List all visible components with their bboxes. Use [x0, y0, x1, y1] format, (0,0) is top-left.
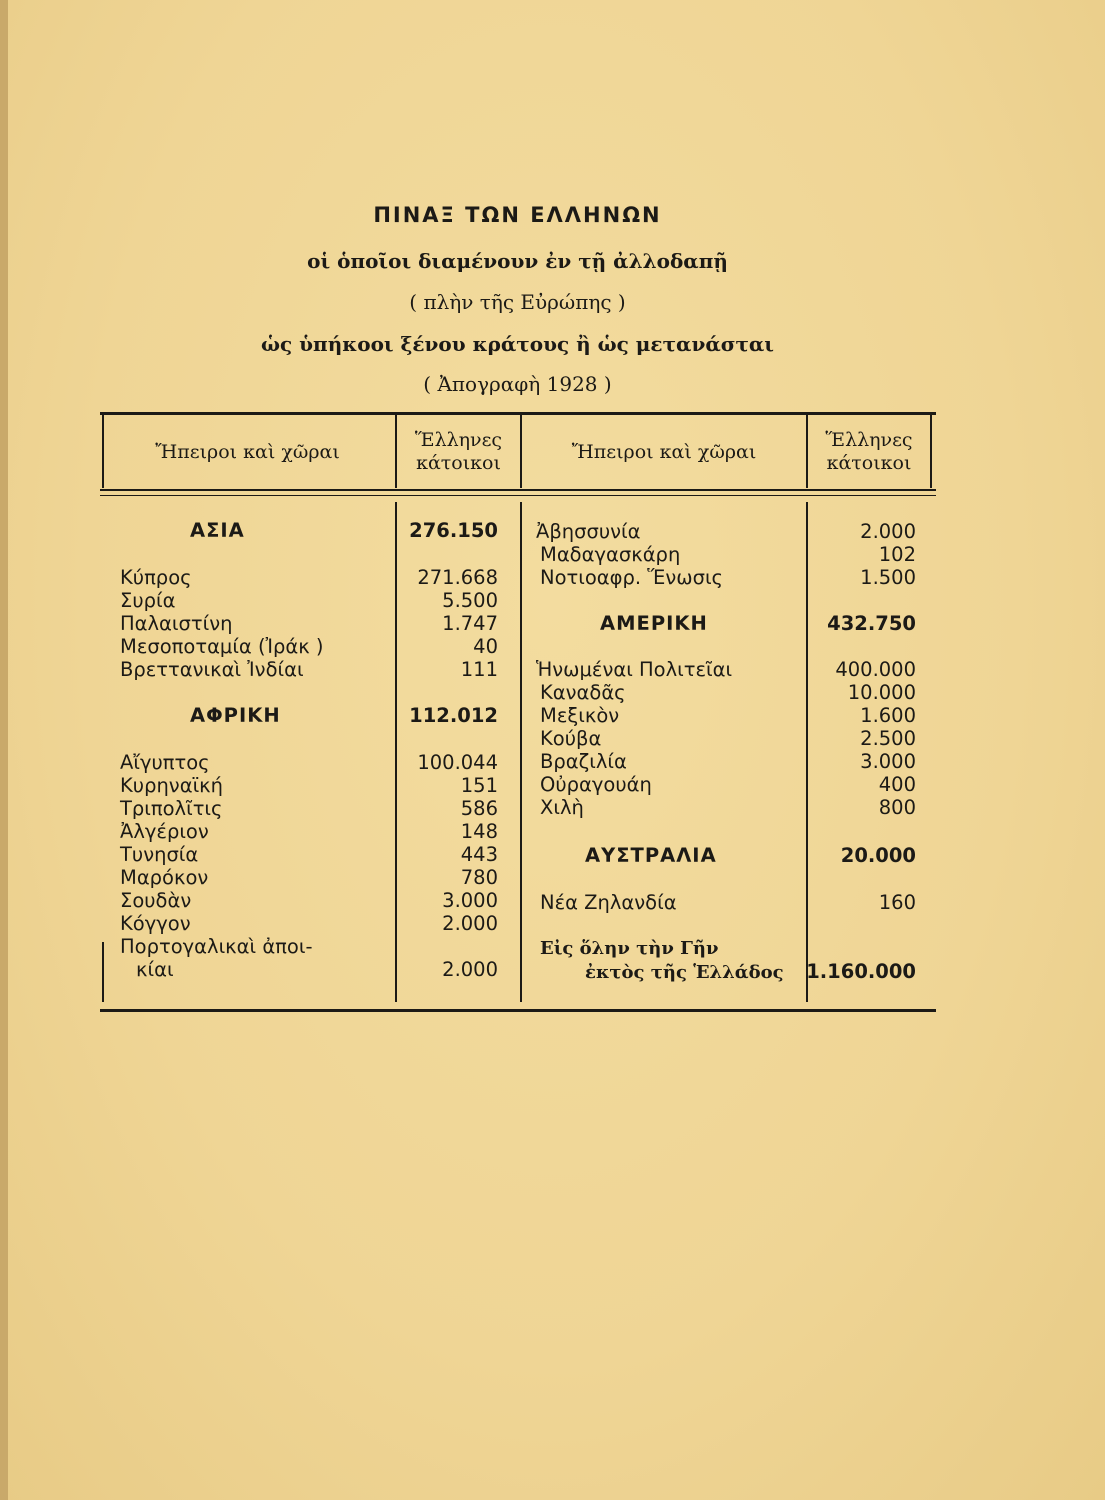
- row-name: Ἀλγέριον: [120, 820, 209, 843]
- row-name: Μεσοποταμία (Ἰράκ ): [120, 635, 324, 658]
- census-table: [100, 412, 936, 1012]
- row-value: 2.000: [442, 958, 498, 981]
- total-label-1: Εἰς ὅλην τὴν Γῆν: [540, 938, 719, 959]
- header-greeks-right-1: Ἕλληνες: [825, 429, 913, 451]
- row-name: Αἴγυπτος: [120, 751, 210, 774]
- header-rule-1: [100, 489, 936, 491]
- header-greeks-left-1: Ἕλληνες: [414, 429, 503, 451]
- value-africa: 112.012: [409, 704, 498, 727]
- row-name: Καναδᾶς: [540, 681, 626, 704]
- row-value: 111: [460, 658, 498, 681]
- value-asia: 276.150: [409, 519, 498, 542]
- row-name: Βρεττανικαὶ Ἰνδίαι: [120, 658, 304, 681]
- row-value: 400: [878, 773, 916, 796]
- row-name: Κόγγον: [120, 912, 191, 935]
- row-name: κίαι: [136, 958, 174, 981]
- row-name: Χιλὴ: [540, 796, 584, 819]
- row-name: Κυρηναϊκή: [120, 774, 224, 797]
- value-america: 432.750: [827, 612, 916, 635]
- right-border: [930, 412, 932, 488]
- row-name: Μαδαγασκάρη: [540, 543, 681, 566]
- header-regions-left: Ἤπειροι καὶ χῶραι: [155, 441, 340, 463]
- row-value: 102: [878, 543, 916, 566]
- row-value: 100.044: [417, 751, 498, 774]
- row-name: Σουδὰν: [120, 889, 192, 912]
- section-america: ΑΜΕΡΙΚΗ: [600, 612, 708, 635]
- row-value: 271.668: [417, 566, 498, 589]
- row-value: 148: [460, 820, 498, 843]
- row-name: Συρία: [120, 589, 176, 612]
- section-australia: ΑΥΣΤΡΑΛΙΑ: [585, 844, 717, 867]
- row-value: 2.000: [860, 520, 916, 543]
- row-value: 443: [460, 843, 498, 866]
- header-regions-right: Ἤπειροι καὶ χῶραι: [571, 441, 757, 463]
- col-divider-2: [520, 502, 522, 1002]
- bottom-rule: [100, 1009, 936, 1012]
- row-name: Οὐραγουάη: [540, 773, 652, 796]
- col-divider-1: [395, 502, 397, 1002]
- row-value: 160: [878, 891, 916, 914]
- value-australia: 20.000: [840, 844, 916, 867]
- row-name: Πορτογαλικαὶ ἀποι-: [120, 935, 313, 958]
- census-year: ( Ἀπογραφὴ 1928 ): [423, 372, 612, 396]
- row-name: Μαρόκον: [120, 866, 209, 889]
- row-value: 1.600: [860, 704, 916, 727]
- row-name: Κύπρος: [120, 566, 192, 589]
- section-africa: ΑΦΡΙΚΗ: [190, 704, 281, 727]
- row-value: 1.747: [442, 612, 498, 635]
- header-rule-2: [100, 495, 936, 496]
- page-edge: [0, 0, 8, 1500]
- row-value: 10.000: [847, 681, 916, 704]
- row-value: 400.000: [835, 658, 916, 681]
- row-name: Παλαιστίνη: [120, 612, 233, 635]
- row-name: Νοτιοαφρ. Ἕνωσις: [540, 566, 723, 589]
- left-border-bottom: [102, 942, 104, 1002]
- top-rule: [100, 412, 936, 415]
- row-name: Κούβα: [540, 727, 602, 750]
- row-value: 2.500: [860, 727, 916, 750]
- total-label-2: ἐκτὸς τῆς Ἑλλάδος: [585, 962, 784, 983]
- row-value: 780: [460, 866, 498, 889]
- row-name: Βραζιλία: [540, 750, 627, 773]
- row-value: 1.500: [860, 566, 916, 589]
- row-value: 2.000: [442, 912, 498, 935]
- row-value: 3.000: [442, 889, 498, 912]
- subtitle-line-3: ὡς ὑπήκοοι ξένου κράτους ἢ ὡς μετανάσται: [261, 332, 774, 356]
- total-value: 1.160.000: [806, 960, 916, 983]
- row-name: Τριπολῖτις: [120, 797, 223, 820]
- subtitle-line-1: οἱ ὁποῖοι διαμένουν ἐν τῇ ἀλλοδαπῇ: [307, 249, 728, 273]
- row-value: 3.000: [860, 750, 916, 773]
- row-name: Τυνησία: [120, 843, 199, 866]
- row-value: 40: [473, 635, 498, 658]
- row-value: 800: [878, 796, 916, 819]
- section-asia: ΑΣΙΑ: [190, 519, 245, 542]
- row-value: 5.500: [442, 589, 498, 612]
- header-greeks-left-2: κάτοικοι: [416, 452, 501, 474]
- row-value: 151: [460, 774, 498, 797]
- subtitle-line-2: ( πλὴν τῆς Εὐρώπης ): [409, 290, 626, 314]
- row-name: Νέα Ζηλανδία: [540, 891, 677, 914]
- row-value: 586: [460, 797, 498, 820]
- col-divider-3: [806, 502, 808, 1002]
- header-greeks-right-2: κάτοικοι: [826, 452, 912, 474]
- page-title: ΠΙΝΑΞ ΤΩΝ ΕΛΛΗΝΩΝ: [373, 203, 662, 227]
- row-name: Ἀβησσυνία: [536, 520, 641, 543]
- row-name: Ἡνωμέναι Πολιτεῖαι: [536, 658, 733, 681]
- row-name: Μεξικὸν: [540, 704, 620, 727]
